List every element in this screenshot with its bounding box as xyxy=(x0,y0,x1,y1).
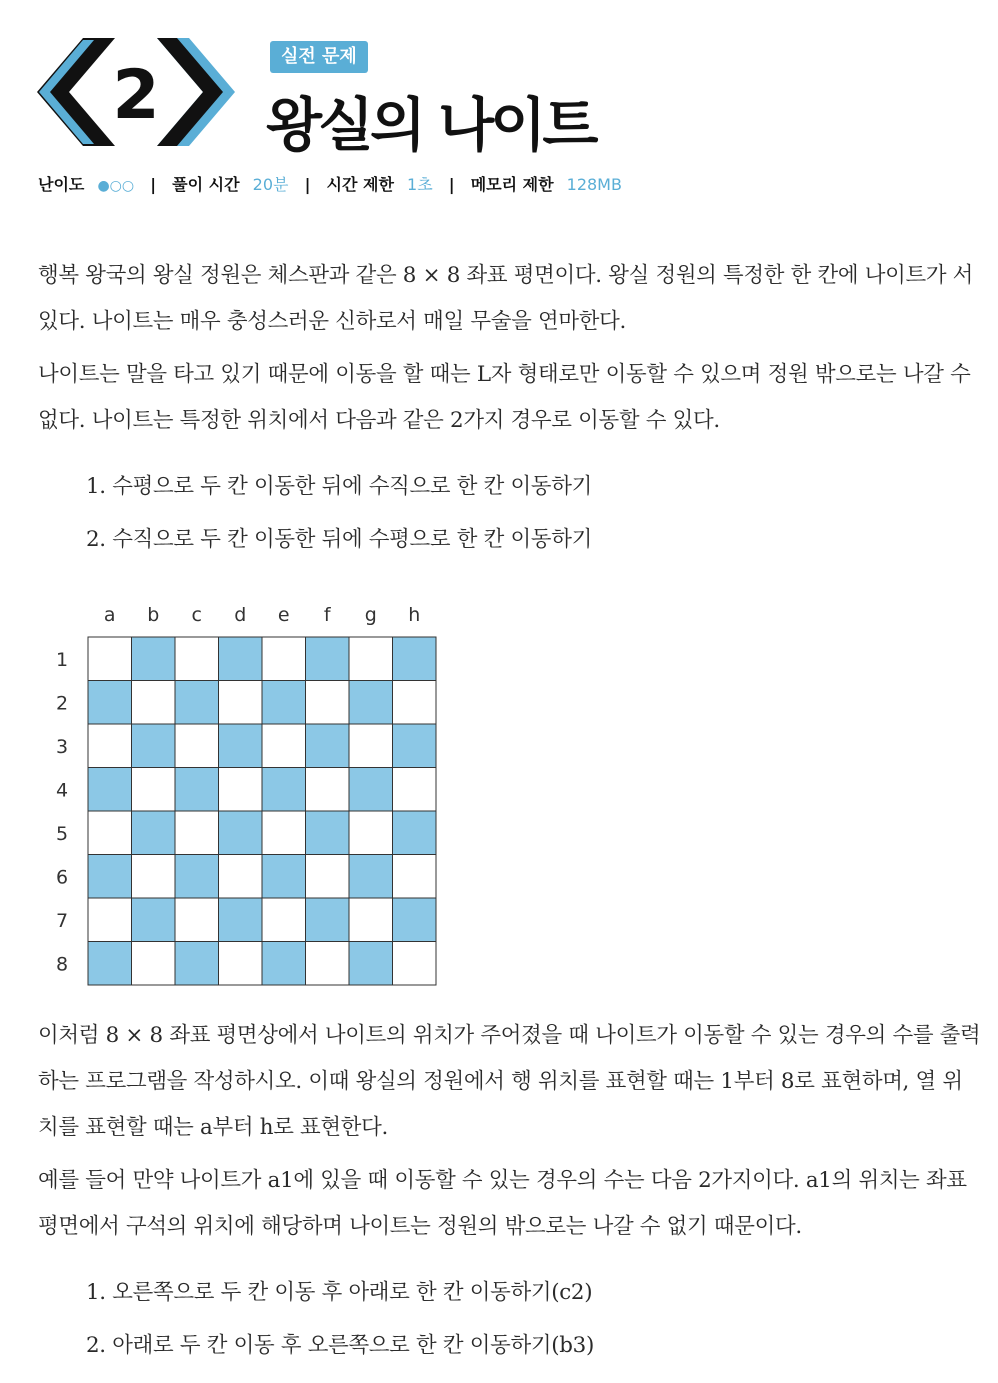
board-square-e7 xyxy=(262,898,306,942)
board-square-c3 xyxy=(175,724,219,768)
board-column-label: c xyxy=(191,604,202,626)
board-square-d8 xyxy=(219,942,263,986)
board-square-h4 xyxy=(393,768,437,812)
meta-separator: | xyxy=(448,175,455,194)
board-square-a6 xyxy=(88,855,132,899)
solve-time-label: 풀이 시간 xyxy=(172,175,240,194)
board-square-b1 xyxy=(132,637,176,681)
board-square-d4 xyxy=(219,768,263,812)
board-square-e4 xyxy=(262,768,306,812)
board-square-b4 xyxy=(132,768,176,812)
category-badge: 실전 문제 xyxy=(270,41,368,73)
board-square-a5 xyxy=(88,811,132,855)
board-square-f3 xyxy=(306,724,350,768)
chess-board xyxy=(40,596,460,996)
board-column-label: g xyxy=(364,604,377,626)
board-square-c1 xyxy=(175,637,219,681)
board-square-g4 xyxy=(349,768,393,812)
board-square-g6 xyxy=(349,855,393,899)
board-square-a3 xyxy=(88,724,132,768)
board-square-d2 xyxy=(219,681,263,725)
board-column-label: a xyxy=(103,604,116,626)
board-square-d5 xyxy=(219,811,263,855)
board-square-g3 xyxy=(349,724,393,768)
board-square-g1 xyxy=(349,637,393,681)
board-row-label: 1 xyxy=(55,648,69,671)
move-rule-1: 1. 수평으로 두 칸 이동한 뒤에 수직으로 한 칸 이동하기 xyxy=(86,474,592,499)
board-square-g5 xyxy=(349,811,393,855)
move-rule-2: 2. 수직으로 두 칸 이동한 뒤에 수평으로 한 칸 이동하기 xyxy=(86,527,592,552)
board-square-c5 xyxy=(175,811,219,855)
board-square-a7 xyxy=(88,898,132,942)
board-square-b2 xyxy=(132,681,176,725)
board-square-d6 xyxy=(219,855,263,899)
board-row-label: 4 xyxy=(55,779,69,802)
board-square-f4 xyxy=(306,768,350,812)
board-square-d3 xyxy=(219,724,263,768)
board-square-c4 xyxy=(175,768,219,812)
board-square-f6 xyxy=(306,855,350,899)
board-square-b3 xyxy=(132,724,176,768)
memory-limit-label: 메모리 제한 xyxy=(470,175,554,194)
chess-board-svg xyxy=(40,596,460,996)
board-square-g7 xyxy=(349,898,393,942)
board-square-f5 xyxy=(306,811,350,855)
page-title: 왕실의 나이트 xyxy=(266,91,595,159)
time-limit-value: 1초 xyxy=(407,175,433,194)
board-square-a8 xyxy=(88,942,132,986)
board-square-h7 xyxy=(393,898,437,942)
board-square-b8 xyxy=(132,942,176,986)
board-square-a4 xyxy=(88,768,132,812)
board-square-g2 xyxy=(349,681,393,725)
problem-paragraph-3: 이처럼 8 × 8 좌표 평면상에서 나이트의 위치가 주어졌을 때 나이트가 이동할 수 있는 경우의 수를 출력하는 프로그램을 작성하시오. 이때 왕실의 정원에서 행 위치를 표현할 때는 1부터 8로 표현하며, 열 위치를 표현할 때는 a부터 h로 표현한다. xyxy=(38,1023,981,1140)
board-square-g8 xyxy=(349,942,393,986)
example-move-1: 1. 오른쪽으로 두 칸 이동 후 아래로 한 칸 이동하기(c2) xyxy=(86,1280,593,1305)
board-row-label: 2 xyxy=(55,692,69,715)
board-column-label: d xyxy=(234,604,247,626)
right-chevron-blue xyxy=(157,38,235,146)
board-square-b6 xyxy=(132,855,176,899)
board-square-d1 xyxy=(219,637,263,681)
board-square-f7 xyxy=(306,898,350,942)
problem-meta xyxy=(38,172,622,195)
board-square-c8 xyxy=(175,942,219,986)
board-square-e5 xyxy=(262,811,306,855)
board-square-c6 xyxy=(175,855,219,899)
problem-paragraph-1: 행복 왕국의 왕실 정원은 체스판과 같은 8 × 8 좌표 평면이다. 왕실 정원의 특정한 한 칸에 나이트가 서 있다. 나이트는 매우 충성스러운 신하로서 매일 무술을 연마한다. xyxy=(38,263,974,334)
board-square-c7 xyxy=(175,898,219,942)
board-square-c2 xyxy=(175,681,219,725)
board-square-e8 xyxy=(262,942,306,986)
board-column-label: b xyxy=(147,604,160,626)
board-column-label: f xyxy=(323,604,331,626)
difficulty-label: 난이도 xyxy=(38,175,85,194)
board-square-h5 xyxy=(393,811,437,855)
board-square-f8 xyxy=(306,942,350,986)
board-square-b5 xyxy=(132,811,176,855)
problem-paragraph-2: 나이트는 말을 타고 있기 때문에 이동을 할 때는 L자 형태로만 이동할 수 있으며 정원 밖으로는 나갈 수 없다. 나이트는 특정한 위치에서 다음과 같은 2가지 경우로 이동할 수 있다. xyxy=(38,362,971,433)
meta-separator: | xyxy=(150,175,157,194)
board-square-e1 xyxy=(262,637,306,681)
board-row-label: 8 xyxy=(55,953,69,976)
board-square-f2 xyxy=(306,681,350,725)
board-square-h3 xyxy=(393,724,437,768)
board-square-e6 xyxy=(262,855,306,899)
problem-number-logo xyxy=(36,38,236,152)
right-chevron-dark xyxy=(157,38,223,146)
board-square-h6 xyxy=(393,855,437,899)
board-square-b7 xyxy=(132,898,176,942)
board-row-label: 6 xyxy=(55,866,69,889)
board-square-d7 xyxy=(219,898,263,942)
board-square-a1 xyxy=(88,637,132,681)
difficulty-value: ●○○ xyxy=(97,178,135,194)
board-square-e2 xyxy=(262,681,306,725)
problem-paragraph-4: 예를 들어 만약 나이트가 a1에 있을 때 이동할 수 있는 경우의 수는 다음 2가지이다. a1의 위치는 좌표 평면에서 구석의 위치에 해당하며 나이트는 정원의 밖으로는 나갈 수 없기 때문이다. xyxy=(38,1168,967,1239)
time-limit-label: 시간 제한 xyxy=(326,175,394,194)
board-column-label: e xyxy=(277,604,290,626)
example-move-2: 2. 아래로 두 칸 이동 후 오른쪽으로 한 칸 이동하기(b3) xyxy=(86,1333,595,1358)
board-square-f1 xyxy=(306,637,350,681)
logo-number: 2 xyxy=(112,56,160,135)
board-square-h8 xyxy=(393,942,437,986)
board-row-label: 3 xyxy=(55,735,69,758)
board-column-label: h xyxy=(408,604,421,626)
board-row-label: 5 xyxy=(55,822,69,845)
board-square-a2 xyxy=(88,681,132,725)
board-square-h2 xyxy=(393,681,437,725)
board-square-e3 xyxy=(262,724,306,768)
solve-time-value: 20분 xyxy=(252,175,289,194)
meta-separator: | xyxy=(304,175,311,194)
memory-limit-value: 128MB xyxy=(566,175,622,194)
board-square-h1 xyxy=(393,637,437,681)
board-row-label: 7 xyxy=(55,909,69,932)
